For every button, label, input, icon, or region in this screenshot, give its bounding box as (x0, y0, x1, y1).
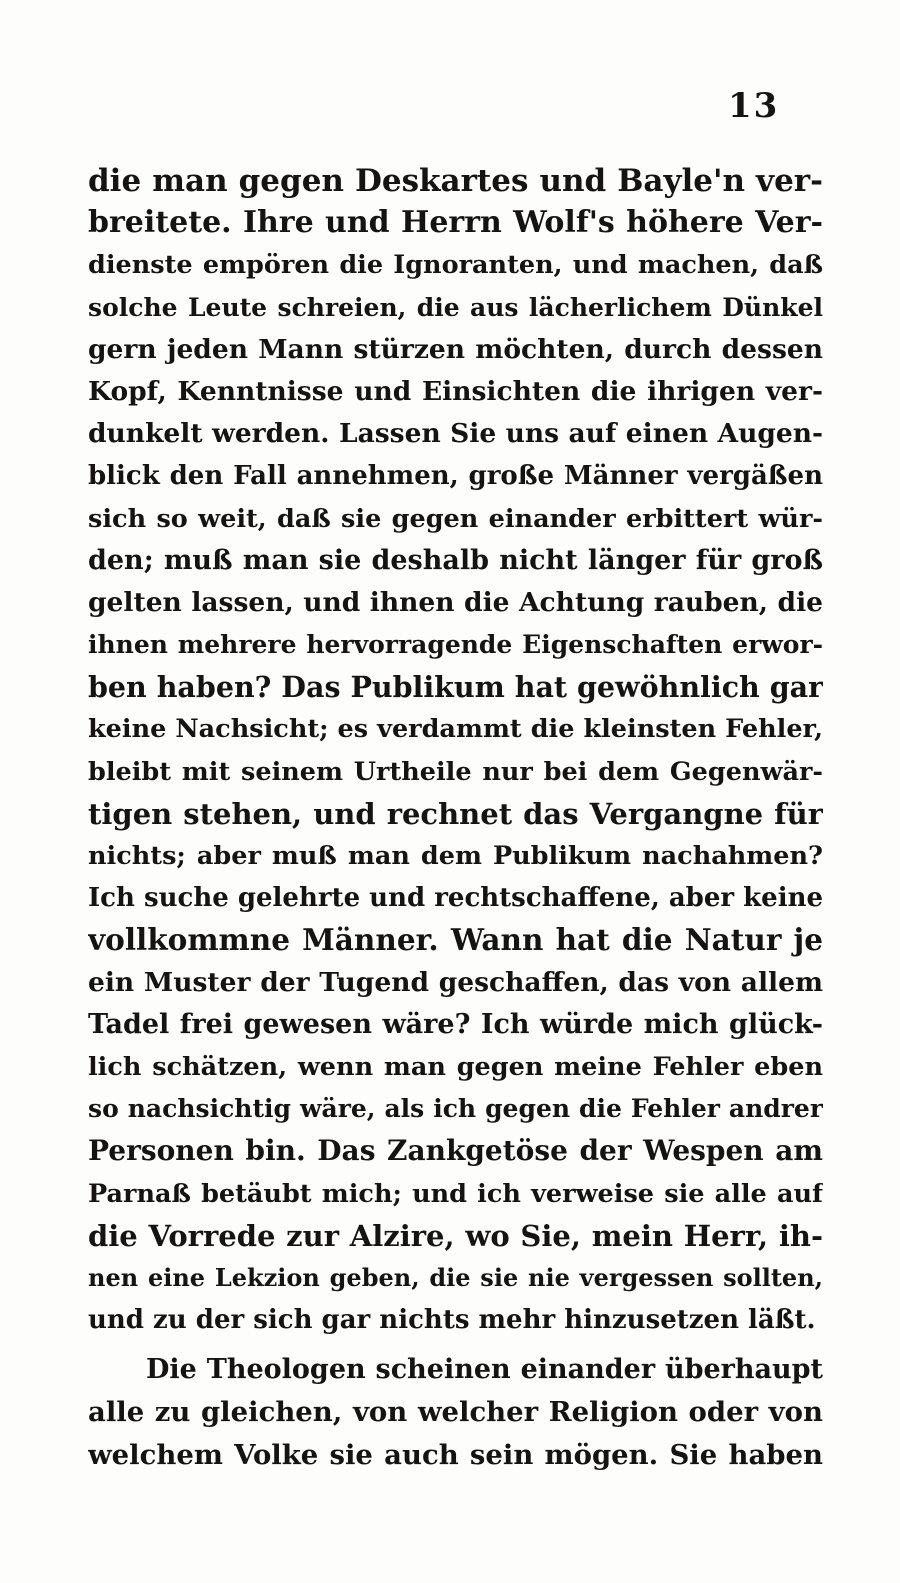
text-line: lich schätzen, wenn man gegen meine Fehler eben (88, 1051, 823, 1082)
text-line: bleibt mit seinem Urtheile nur bei dem Gegenwär- (88, 756, 823, 787)
text-line: so nachsichtig wäre, als ich gegen die Fehler andrer (88, 1094, 823, 1124)
text-line: nichts; aber muß man dem Publikum nachahmen? (88, 841, 823, 871)
body-text (88, 160, 823, 1476)
page-number: 13 (728, 86, 780, 126)
text-line: nen eine Lekzion geben, die sie nie vergessen sollten, (88, 1262, 823, 1292)
text-line: gern jeden Mann stürzen möchten, durch dessen (88, 333, 823, 365)
text-line: ben haben? Das Publikum hat gewöhnlich gar (88, 670, 823, 705)
text-line: welchem Volke sie auch sein mögen. Sie haben (88, 1438, 823, 1471)
text-line: dienste empören die Ignoranten, und machen, daß (88, 250, 823, 281)
text-line: solche Leute schreien, die aus lächerlichem Dünkel (88, 292, 823, 322)
text-line: Kopf, Kenntnisse und Einsichten die ihrigen ver- (88, 375, 823, 407)
text-line: Ich suche gelehrte und rechtschaffene, aber keine (88, 883, 823, 914)
text-line: blick den Fall annehmen, große Männer vergäßen (88, 461, 823, 492)
text-line: die Vorrede zur Alzire, wo Sie, mein Herr, ih- (88, 1218, 823, 1253)
text-line: dunkelt werden. Lassen Sie uns auf einen Augen- (88, 418, 823, 450)
text-line: ein Muster der Tugend geschaffen, das von allem (88, 966, 823, 998)
text-line: sich so weit, daß sie gegen einander erbittert wür- (88, 503, 823, 534)
text-line: Parnaß betäubt mich; und ich verweise sie alle auf (88, 1178, 823, 1209)
text-line: Tadel frei gewesen wäre? Ich würde mich glück- (88, 1008, 823, 1040)
text-line: Personen bin. Das Zankgetöse der Wespen am (88, 1134, 823, 1168)
text-line: den; muß man sie deshalb nicht länger für groß (88, 544, 823, 576)
text-line: keine Nachsicht; es verdammt die kleinsten Fehler, (88, 714, 823, 745)
text-line: ihnen mehrere hervorragende Eigenschaften erwor- (88, 630, 823, 660)
paragraph-break (88, 1341, 823, 1349)
text-line: die man gegen Deskartes und Bayle'n ver- (88, 163, 823, 199)
text-line: Die Theologen scheinen einander überhaupt (146, 1354, 823, 1386)
text-line: alle zu gleichen, von welcher Religion oder von (88, 1396, 823, 1429)
text-line: und zu der sich gar nichts mehr hinzusetzen läßt. (88, 1305, 816, 1336)
text-line: vollkommne Männer. Wann hat die Natur je (88, 922, 823, 958)
text-line: breitete. Ihre und Herrn Wolf's höhere Ver- (88, 205, 823, 241)
text-line: tigen stehen, und rechnet das Vergangne für (88, 796, 823, 831)
text-line: gelten lassen, und ihnen die Achtung rauben, die (88, 586, 823, 618)
